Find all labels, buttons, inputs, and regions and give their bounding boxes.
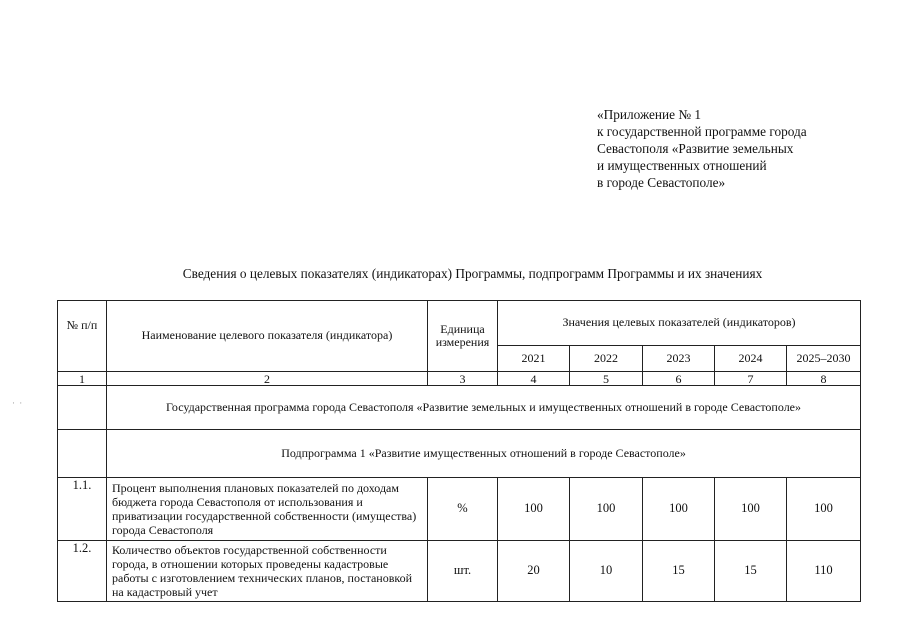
column-number: 7 [715,372,787,386]
scan-mark: · · [12,398,24,408]
row-value: 100 [570,478,643,541]
column-number: 4 [498,372,570,386]
empty-cell [58,386,107,430]
program-title: Государственная программа города Севастополя «Развитие земельных и имущественных отношений в городе Севастополе» [107,386,861,430]
column-number: 5 [570,372,643,386]
appendix-line: Севастополя «Развитие земельных [597,141,794,156]
row-unit: шт. [428,541,498,602]
appendix-line: в городе Севастополе» [597,175,726,190]
header-name: Наименование целевого показателя (индикатора) [107,301,428,372]
empty-cell [58,430,107,478]
appendix-line: к государственной программе города [597,124,807,139]
row-value: 100 [643,478,715,541]
appendix-block [597,106,897,191]
row-value: 20 [498,541,570,602]
row-value: 100 [498,478,570,541]
row-num: 1.1. [58,478,107,541]
row-value: 10 [570,541,643,602]
row-value: 15 [715,541,787,602]
header-values: Значения целевых показателей (индикаторов) [498,301,861,346]
appendix-line: и имущественных отношений [597,158,767,173]
row-value: 100 [715,478,787,541]
row-num: 1.2. [58,541,107,602]
header-year: 2023 [643,346,715,372]
table-row [58,541,861,602]
row-value: 100 [787,478,861,541]
row-value: 110 [787,541,861,602]
header-year: 2021 [498,346,570,372]
column-number: 3 [428,372,498,386]
row-name: Количество объектов государственной собственности города, в отношении которых проведены кадастровые работы с изготовлением технических планов, постановкой на кадастровый учет [107,541,428,602]
column-number: 8 [787,372,861,386]
document-title: Сведения о целевых показателях (индикаторах) Программы, подпрограмм Программы и их значениях [182,266,763,281]
subprogram-title: Подпрограмма 1 «Развитие имущественных отношений в городе Севастополе» [107,430,861,478]
table-row [58,478,861,541]
header-year: 2025–2030 [787,346,861,372]
header-num: № п/п [58,301,107,372]
row-name: Процент выполнения плановых показателей по доходам бюджета города Севастополя от использования и приватизации государственной собственности (имущества) города Севастополя [107,478,428,541]
column-number: 6 [643,372,715,386]
indicators-table [57,300,861,602]
header-unit: Единица измерения [428,301,498,372]
row-unit: % [428,478,498,541]
header-year: 2022 [570,346,643,372]
header-year: 2024 [715,346,787,372]
appendix-line: «Приложение № 1 [597,107,701,122]
row-value: 15 [643,541,715,602]
column-number: 1 [58,372,107,386]
column-number: 2 [107,372,428,386]
